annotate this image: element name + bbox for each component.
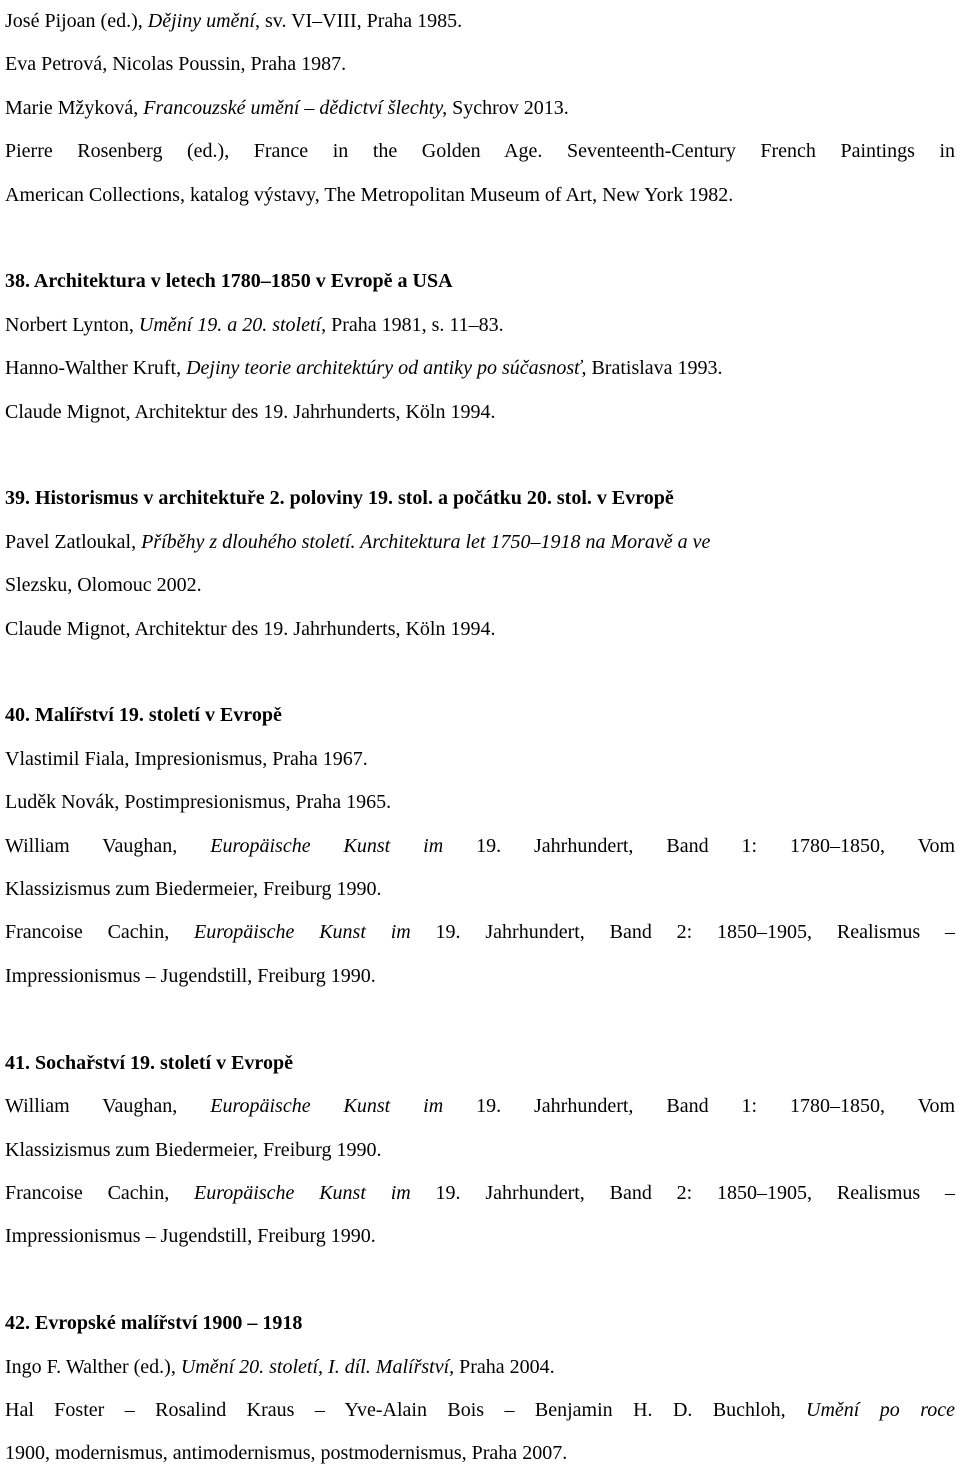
bib-entry-novak: Luděk Novák, Postimpresionismus, Praha 1965. [5,791,392,814]
bib-title: Dějiny umění [147,10,255,32]
bib-title: Europäische Kunst im [194,1181,411,1204]
bib-author: Pavel Zatloukal, [5,530,142,553]
bib-entry-cachin-line1 [5,1172,955,1215]
bib-title: Europäische Kunst im [194,921,411,944]
section-spacer [5,998,955,1041]
bib-publication: 19. Jahrhundert, Band 1: 1780–1850, Vom [443,834,956,857]
bib-entry-zatloukal-line1 [5,521,955,564]
bib-author: Norbert Lynton, [5,313,139,336]
bib-entry-vaughan-line1 [5,825,955,868]
bib-title: Umění 19. a 20. století [138,313,322,336]
bib-entry-lynton [5,304,955,347]
bib-entry-zatloukal-line2: Slezsku, Olomouc 2002. [5,574,202,597]
section-heading-41: 41. Sochařství 19. století v Evropě [5,1051,293,1074]
bib-author: Ingo F. Walther (ed.), [5,1355,181,1378]
bib-author: William Vaughan, [5,1095,211,1118]
bib-entry-mignot: Claude Mignot, Architektur des 19. Jahrhunderts, Köln 1994. [5,617,496,640]
bib-entry-foster-line2: 1900, modernismus, antimodernismus, postmodernismus, Praha 2007. [5,1442,568,1465]
bib-publication: 19. Jahrhundert, Band 2: 1850–1905, Realismus – [410,921,955,944]
bib-author: José Pijoan (ed.), [5,10,148,32]
bib-entry-fiala: Vlastimil Fiala, Impresionismus, Praha 1967. [5,747,368,770]
section-spacer [5,1259,955,1302]
bib-entry-cachin-line2: Impressionismus – Jugendstill, Freiburg 1990. [5,1225,376,1248]
bib-entry-rosenberg-line2: American Collections, katalog výstavy, The Metropolitan Museum of Art, New York 1982. [5,183,734,206]
section-heading-39: 39. Historismus v architektuře 2. poloviny 19. stol. a počátku 20. stol. v Evropě [5,487,674,510]
bib-entry-cachin-line1 [5,911,955,954]
bib-publication: 19. Jahrhundert, Band 2: 1850–1905, Realismus – [410,1181,955,1204]
bib-title: Dejiny teorie architektúry od antiky po súčasnosť [186,357,582,380]
bib-title: Europäische Kunst im [210,834,444,857]
bib-author: Hanno-Walther Kruft, [5,357,187,380]
bib-author: Hal Foster – Rosalind Kraus – Yve-Alain Bois – Benjamin H. D. Buchloh, [5,1398,807,1421]
bib-entry-vaughan-line1 [5,1085,955,1128]
section-heading-40: 40. Malířství 19. století v Evropě [5,704,282,727]
bib-title: Umění 20. století, I. díl. Malířství, [180,1355,455,1378]
bib-publication: Sychrov 2013. [447,96,569,119]
bib-entry-vaughan-line2: Klassizismus zum Biedermeier, Freiburg 1990. [5,878,382,901]
section-spacer [5,217,955,260]
bib-publication: , Bratislava 1993. [581,357,723,380]
bib-entry-vaughan-line2: Klassizismus zum Biedermeier, Freiburg 1990. [5,1138,382,1161]
bib-publication: , sv. VI–VIII, Praha 1985. [254,10,463,32]
bib-entry-cachin-line2: Impressionismus – Jugendstill, Freiburg 1990. [5,964,376,987]
bib-entry-mignot: Claude Mignot, Architektur des 19. Jahrhunderts, Köln 1994. [5,400,496,423]
bib-entry-mzykova [5,87,955,130]
bib-publication: , Praha 1981, s. 11–83. [321,313,504,336]
section-heading-38: 38. Architektura v letech 1780–1850 v Evropě a USA [5,270,453,293]
section-spacer [5,651,955,694]
bib-author: Francoise Cachin, [5,1181,195,1204]
section-heading-42: 42. Evropské malířství 1900 – 1918 [5,1312,303,1335]
bib-title: Francouzské umění – dědictví šlechty, [143,96,448,119]
bib-entry-kruft [5,347,955,390]
bib-title: Europäische Kunst im [210,1095,444,1118]
section-spacer [5,434,955,477]
bib-title: Umění po roce [806,1398,955,1421]
bib-publication: Praha 2004. [454,1355,555,1378]
bib-entry-pijoan [5,0,955,43]
bib-author: Marie Mžyková, [5,96,144,119]
bib-entry-rosenberg-line1: Pierre Rosenberg (ed.), France in the Golden Age. Seventeenth-Century French Paintings in [5,140,955,163]
bib-entry-foster-line1 [5,1389,955,1432]
bib-entry-walther [5,1346,955,1389]
bib-title: Příběhy z dlouhého století. Architektura let 1750–1918 na Moravě a ve [141,530,711,553]
bib-author: William Vaughan, [5,834,211,857]
bib-author: Francoise Cachin, [5,921,195,944]
bib-publication: 19. Jahrhundert, Band 1: 1780–1850, Vom [443,1095,956,1118]
bib-entry-petrova: Eva Petrová, Nicolas Poussin, Praha 1987. [5,53,347,76]
document-page [5,0,955,1476]
